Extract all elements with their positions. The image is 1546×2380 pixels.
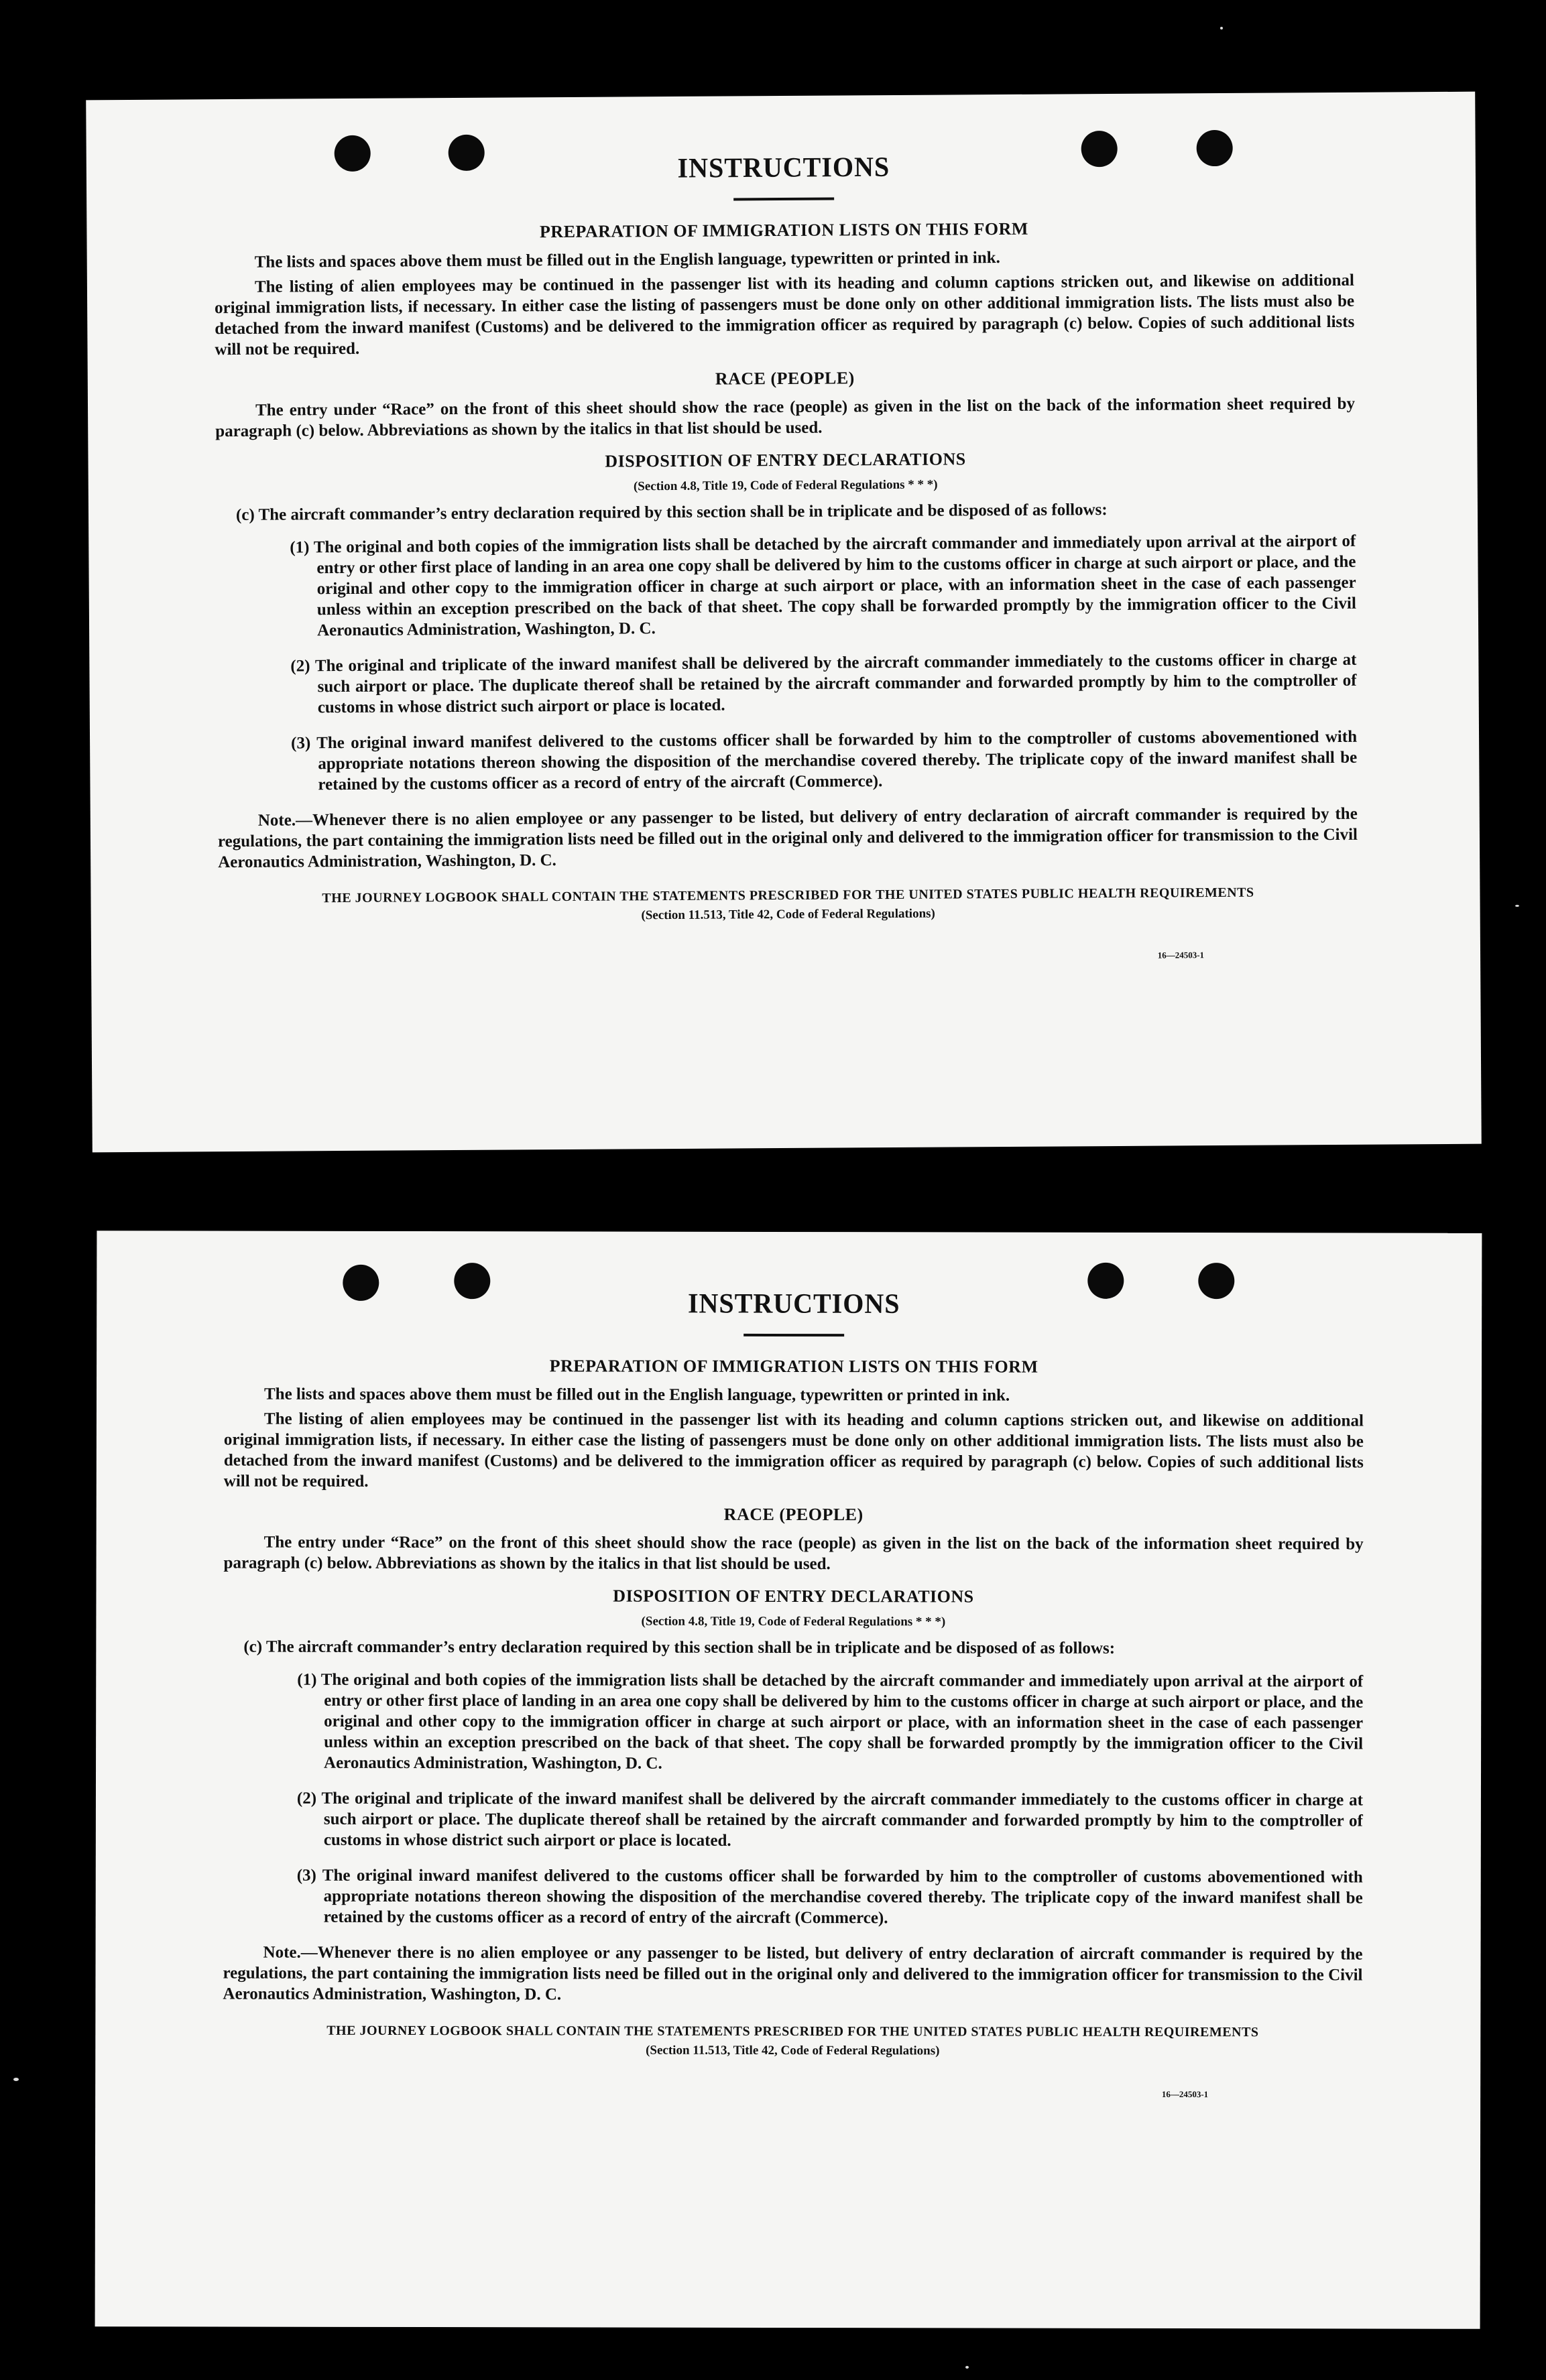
list-item: (1) The original and both copies of the immigration lists shall be detached by the aircraft commander and immediately upon arrival at the airport of entry or other first place of landing in an area one copy shall be delivered by him to the customs officer in charge at such airport or place, and the original and other copy to the immigration officer in charge at such airport or place, with an information sheet in the case of each passenger unless within an exception prescribed on the back of that sheet. The copy shall be forwarded promptly by the immigration officer to the Civil Aeronautics Administration, Washington, D. C. — [290, 531, 1356, 640]
section-heading-disposition: DISPOSITION OF ENTRY DECLARATIONS — [605, 449, 966, 471]
paragraph: The lists and spaces above them must be filled out in the English language, typewritten or printed in ink. — [254, 249, 1000, 271]
footer-citation: (Section 11.513, Title 42, Code of Federal Regulations) — [641, 906, 935, 923]
instruction-sheet-bottom — [95, 1231, 1482, 2329]
dust-speck — [1220, 27, 1223, 29]
list-intro: (c) The aircraft commander’s entry declaration required by this section shall be in triplicate and be disposed of as follows: — [235, 501, 1108, 524]
section-heading-race: RACE (PEOPLE) — [723, 1504, 864, 1525]
paragraph: The lists and spaces above them must be filled out in the English language, typewritten or printed in ink. — [263, 1385, 1010, 1405]
page-title: INSTRUCTIONS — [677, 150, 890, 184]
page-title: INSTRUCTIONS — [687, 1287, 900, 1320]
footer-statement: THE JOURNEY LOGBOOK SHALL CONTAIN THE STATEMENTS PRESCRIBED FOR THE UNITED STATES PUBLIC HEALTH REQUIREMENTS — [322, 885, 1254, 906]
paragraph: The listing of alien employees may be continued in the passenger list with its heading and column captions stricken out, and likewise on additional original immigration lists, if necessary. In either case the listing of passengers must be done only on other additional immigration lists. The lists must also be detached from the inward manifest (Customs) and be delivered to the immigration officer as required by paragraph (c) below. Copies of such additional lists will not be required. — [223, 1410, 1364, 1491]
title-rule — [733, 198, 834, 201]
paragraph: The listing of alien employees may be continued in the passenger list with its heading and column captions stricken out, and likewise on additional original immigration lists, if necessary. In either case the listing of passengers must be done only on other additional immigration lists. The lists must also be detached from the inward manifest (Customs) and be delivered to the immigration officer as required by paragraph (c) below. Copies of such additional lists will not be required. — [215, 271, 1355, 359]
section-citation: (Section 4.8, Title 19, Code of Federal Regulations * * *) — [641, 1614, 946, 1629]
instruction-sheet-top — [86, 92, 1482, 1153]
paragraph: The entry under “Race” on the front of this sheet should show the race (people) as given in the list on the back of the information sheet required by paragraph (c) below. Abbreviations as shown by the italics in that list should be used. — [215, 394, 1356, 441]
dust-speck — [1515, 905, 1519, 907]
list-item: (2) The original and triplicate of the inward manifest shall be delivered by the aircraft commander immediately to the customs officer in charge at such airport or place. The duplicate thereof shall be retained by the aircraft commander and forwarded promptly by him to the comptroller of customs in whose district such airport or place is located. — [296, 1789, 1363, 1850]
note-paragraph: Note.—Whenever there is no alien employee or any passenger to be listed, but delivery of entry declaration of aircraft commander is required by the regulations, the part containing the immigration lists need be filled out in the original only and delivered to the immigration officer for transmission to the Civil Aeronautics Administration, Washington, D. C. — [223, 1943, 1363, 2004]
list-item: (1) The original and both copies of the immigration lists shall be detached by the aircraft commander and immediately upon arrival at the airport of entry or other first place of landing in an area one copy shall be delivered by him to the customs officer in charge at such airport or place, and the original and other copy to the immigration officer in charge at such airport or place, with an information sheet in the case of each passenger unless within an exception prescribed on the back of that sheet. The copy shall be forwarded promptly by the immigration officer to the Civil Aeronautics Administration, Washington, D. C. — [297, 1670, 1364, 1773]
section-heading-disposition: DISPOSITION OF ENTRY DECLARATIONS — [613, 1586, 974, 1607]
section-heading-preparation: PREPARATION OF IMMIGRATION LISTS ON THIS FORM — [549, 1356, 1038, 1377]
dust-speck — [13, 2078, 19, 2081]
list-intro: (c) The aircraft commander’s entry declaration required by this section shall be in triplicate and be disposed of as follows: — [243, 1637, 1116, 1657]
note-paragraph: Note.—Whenever there is no alien employee or any passenger to be listed, but delivery of entry declaration of aircraft commander is required by the regulations, the part containing the immigration lists need be filled out in the original only and delivered to the immigration officer for transmission to the Civil Aeronautics Administration, Washington, D. C. — [217, 804, 1358, 872]
form-number: 16—24503-1 — [1161, 2088, 1209, 2100]
sheet-content — [223, 1281, 1364, 2101]
form-number: 16—24503-1 — [1157, 950, 1205, 960]
paragraph: The entry under “Race” on the front of this sheet should show the race (people) as given in the list on the back of the information sheet required by paragraph (c) below. Abbreviations as shown by the italics in that list should be used. — [223, 1533, 1364, 1574]
sheet-content — [214, 143, 1358, 966]
footer-statement: THE JOURNEY LOGBOOK SHALL CONTAIN THE STATEMENTS PRESCRIBED FOR THE UNITED STATES PUBLIC HEALTH REQUIREMENTS — [326, 2023, 1259, 2040]
dust-speck — [965, 2366, 969, 2369]
section-heading-preparation: PREPARATION OF IMMIGRATION LISTS ON THIS FORM — [539, 218, 1028, 242]
title-rule — [744, 1334, 844, 1336]
section-heading-race: RACE (PEOPLE) — [715, 368, 855, 389]
list-item: (2) The original and triplicate of the inward manifest shall be delivered by the aircraft commander immediately to the customs officer in charge at such airport or place. The duplicate thereof shall be retained by the aircraft commander and forwarded promptly by him to the comptroller of customs in whose district such airport or place is located. — [290, 650, 1357, 717]
section-citation: (Section 4.8, Title 19, Code of Federal Regulations * * *) — [633, 477, 938, 494]
list-item: (3) The original inward manifest delivered to the customs officer shall be forwarded by him to the comptroller of customs abovementioned with appropriate notations thereon showing the disposition of the merchandise covered thereby. The triplicate copy of the inward manifest shall be retained by the customs officer as a record of entry of the aircraft (Commerce). — [291, 727, 1358, 794]
footer-citation: (Section 11.513, Title 42, Code of Federal Regulations) — [646, 2043, 940, 2058]
list-item: (3) The original inward manifest delivered to the customs officer shall be forwarded by him to the comptroller of customs abovementioned with appropriate notations thereon showing the disposition of the merchandise covered thereby. The triplicate copy of the inward manifest shall be retained by the customs officer as a record of entry of the aircraft (Commerce). — [296, 1866, 1363, 1928]
